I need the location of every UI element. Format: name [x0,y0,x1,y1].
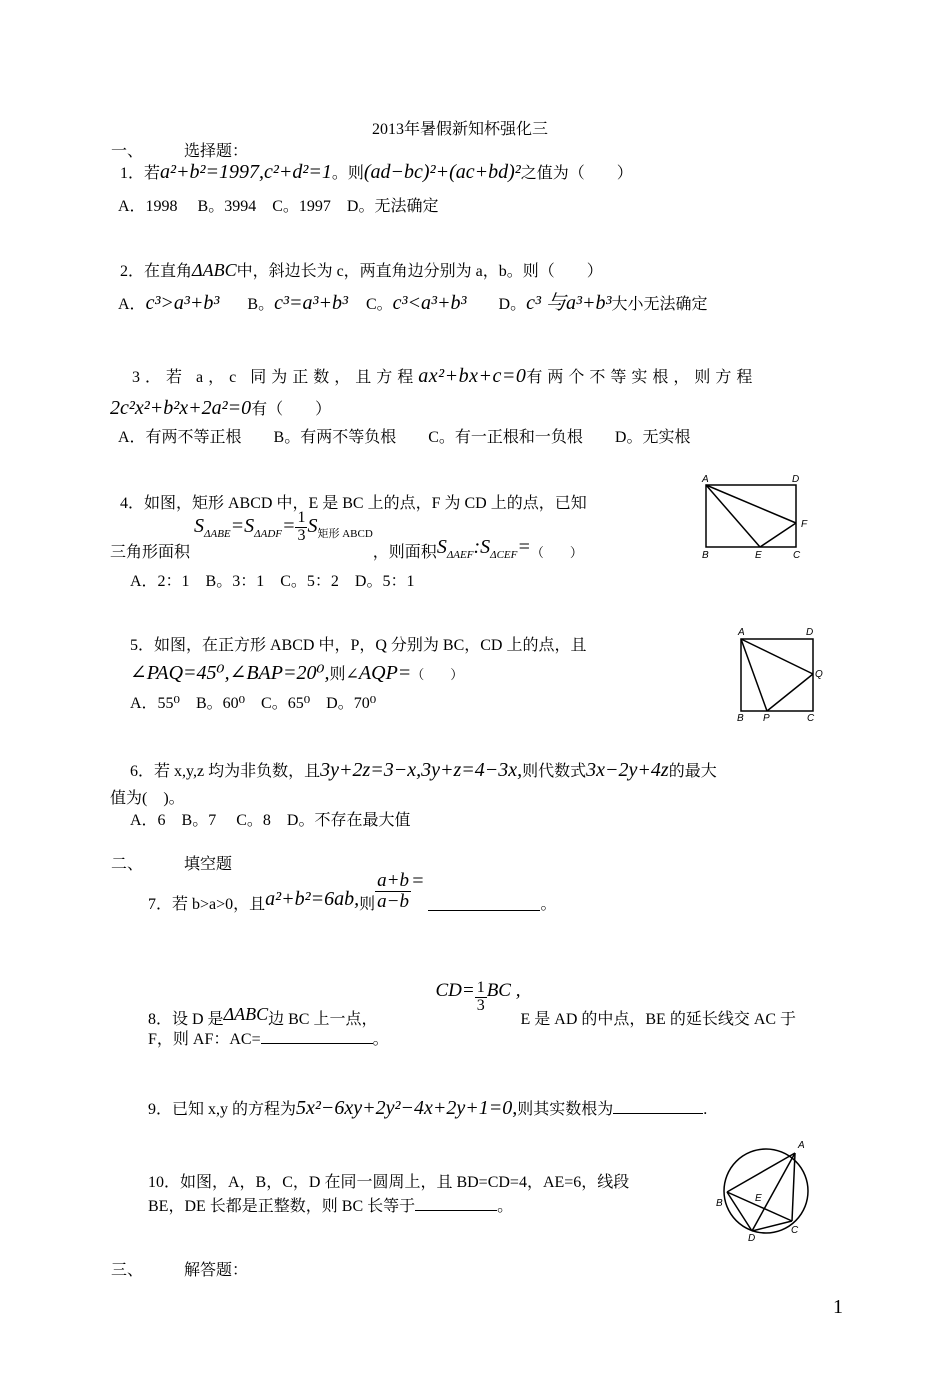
q4-label-a: A [702,474,709,485]
question-6-line-1 [130,758,717,782]
question-8-line-1 [148,980,796,1029]
q7-frac-num: a+b [377,869,409,891]
q8-frac-num: 1 [476,979,485,997]
q2-opt-a-label: A． [118,296,146,313]
q5-angle-target: AQP= [358,662,412,684]
q10-label-c: C [791,1225,799,1236]
q6-pre: 6．若 x,y,z 均为非负数，且 [130,763,321,780]
q4-label-c: C [793,550,801,561]
q7-post: 。 [540,896,557,913]
q10-line2-post: 。 [497,1198,514,1215]
section-1-number: 一、 [111,143,144,160]
q4-mid: ，则面积 [372,543,437,561]
q10-circle-figure [708,1134,820,1244]
q3-pre: 3．若 a，c 同为正数，且方程 [132,369,419,386]
q2-opt-b: c³=a³+b³ [274,292,348,314]
q2-options [118,286,707,315]
q10-line2-pre: BE，DE 长都是正整数，则 BC 长等于 [148,1198,416,1215]
q4-line-af [706,485,796,523]
question-4-line-2 [110,510,583,562]
q10-line-dc [752,1221,792,1231]
q8-triangle: ΔABC [223,1004,269,1024]
q7-then: 则 [359,896,376,913]
q4-line-ef [760,523,796,547]
q8-line2-pre: F，则 AF：AC= [148,1031,261,1048]
question-10-line-2 [148,1193,513,1216]
page-number: 1 [833,1296,843,1318]
q5-label-d: D [806,627,814,638]
question-3-line-2 [110,396,331,420]
q10-line-ac [792,1153,795,1221]
q10-label-d: D [748,1233,756,1244]
q4-label-d: D [792,474,800,485]
q1-tail: 之值为（ ） [520,165,633,182]
q2-triangle: ΔABC [192,260,237,280]
q2-number: 2．在直角 [120,263,193,280]
q10-label-e: E [755,1193,762,1204]
q6-conditions: 3y+2z=3−x,3y+z=4−3x, [320,759,523,781]
q9-equation: 5x²−6xy+2y²−4x+2y+1=0, [296,1097,518,1119]
q4-post: （ ） [530,544,583,560]
q1-expr-given: a²+b²=1997,c²+d²=1 [160,161,332,183]
q2-text: 中，斜边长为 c，两直角边分别为 a，b。则（ ） [236,263,603,280]
page-title: 2013年暑假新知杯强化三 [372,121,549,138]
q4-ratio-expr: $S_{\Delta AEF}:S_{\Delta CEF}=$ [436,535,531,561]
q5-square-abcd [741,639,813,711]
q5-label-b: B [737,713,744,724]
q1-then: 。则 [331,165,364,182]
q5-label-q: Q [815,669,823,680]
q4-area-expr: $S_{\Delta ABE}=S_{\Delta ADF}=$ $\frac{1}{3}$ $S_{矩形 ABCD}$ [194,509,373,544]
q6-mid: 则代数式 [522,763,587,780]
q4-rectangle-figure [698,472,818,562]
question-8-line-2 [148,1026,389,1049]
q6-target: 3x−2y+4z [586,759,669,781]
q10-label-b: B [716,1198,723,1209]
q10-answer-blank[interactable] [415,1210,497,1211]
q1-options: A．1998 B。3994 C。1997 D。无法确定 [118,198,439,215]
q7-answer-blank[interactable] [428,910,540,911]
q5-label-p: P [763,713,770,724]
q2-opt-a: c³>a³+b³ [145,292,220,314]
q2-opt-d-label: D。 [498,296,527,313]
q8-fraction [475,980,487,1015]
q9-end: . [703,1101,708,1118]
q3-options: A．有两不等正根 B。有两不等负根 C。有一正根和一负根 D。无实根 [118,429,691,446]
q8-frac-den: 3 [476,997,485,1014]
q7-pre: 7．若 b>a>0，且 [148,896,266,913]
q6-options: A．6 B。7 C。8 D。不存在最大值 [130,812,411,829]
q7-fraction [375,871,411,912]
q7-equals: = [410,870,425,892]
q5-label-a: A [738,627,745,638]
q3-have: 有（ ） [251,401,332,418]
q2-opt-c-label: C。 [365,296,393,313]
q9-answer-blank[interactable] [613,1113,703,1114]
question-4-line-1: 4．如图，矩形 ABCD 中，E 是 BC 上的点，F 为 CD 上的点，已知 [120,495,587,512]
q3-post: 有两个不等实根，则方程 [526,369,758,386]
q8-mid: 边 BC 上一点， [268,1011,378,1028]
q4-label-e: E [755,550,762,561]
q5-then: 则∠ [329,666,359,683]
q4-pre: 三角形面积 [110,543,191,561]
q7-frac-den: a−b [377,890,409,912]
q10-circle [724,1149,808,1233]
question-2 [120,258,603,281]
q8-answer-blank[interactable] [261,1043,373,1044]
q4-line-ae [706,485,760,547]
q5-options: A．55⁰ B。60⁰ C。65⁰ D。70⁰ [130,695,377,712]
q8-cd-expr: CD= [435,980,475,1001]
q5-post: （ ） [411,667,464,682]
q5-angle-expr: ∠PAQ=45⁰,∠BAP=20⁰, [130,662,330,684]
question-5-line-1: 5．如图，在正方形 ABCD 中，P，Q 分别为 BC，CD 上的点，且 [130,637,587,654]
section-1-label: 选择题： [184,143,249,160]
section-3-number: 三、 [111,1262,144,1279]
q9-pre: 9．已知 x,y 的方程为 [148,1101,297,1118]
question-6-line-2: 值为( )。 [110,790,185,807]
section-2-label: 填空题 [184,856,233,873]
question-3-line-1 [132,364,757,388]
q5-square-figure [734,624,834,726]
q3-equation-2: 2c²x²+b²x+2a²=0 [110,397,252,419]
q5-label-c: C [807,713,815,724]
section-3-label: 解答题： [184,1262,249,1279]
q9-post: 则其实数根为 [517,1101,614,1118]
question-10-line-1: 10．如图，A，B，C，D 在同一圆周上，且 BD=CD=4，AE=6，线段 [148,1174,630,1191]
q4-options: A．2：1 B。3：1 C。5：2 D。5：1 [130,573,415,590]
question-1 [120,160,633,184]
q2-opt-b-label: B。 [247,296,275,313]
q6-post: 的最大 [668,763,717,780]
q3-equation-1: ax²+bx+c=0 [418,365,527,387]
q5-line-pq [767,674,813,711]
q8-bc-expr: BC , [486,980,521,1001]
q7-condition: a²+b²=6ab, [265,888,360,910]
q8-post: E 是 AD 的中点，BE 的延长线交 AC 于 [520,1011,797,1028]
question-5-line-2 [130,660,463,685]
q2-opt-d: c³ 与a³+b³ [526,292,612,314]
q4-label-b: B [702,550,709,561]
q4-label-f: F [801,519,808,530]
q1-number: 1．若 [120,165,161,182]
q8-line2-post: 。 [372,1031,389,1048]
q2-opt-c: c³<a³+b³ [392,292,467,314]
question-7 [148,870,557,914]
question-9 [148,1096,707,1120]
q2-opt-d-tail: 大小无法确定 [611,296,708,313]
q8-pre: 8．设 D 是 [148,1011,224,1028]
q1-expr-target: (ad−bc)²+(ac+bd)² [363,161,521,183]
section-2-number: 二、 [111,856,144,873]
q10-label-a: A [798,1140,805,1151]
